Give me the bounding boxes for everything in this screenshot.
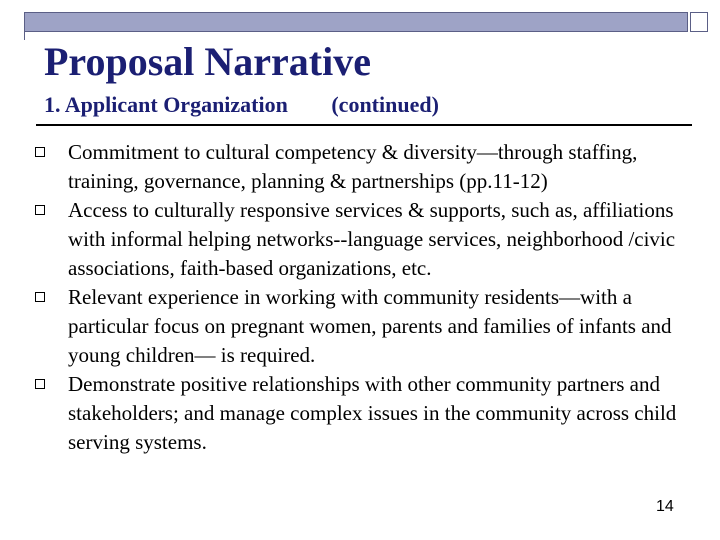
square-bullet-icon xyxy=(35,292,45,302)
bullet-item xyxy=(32,283,702,370)
square-bullet-icon xyxy=(35,379,45,389)
bullet-item xyxy=(32,138,702,196)
bullet-list xyxy=(32,138,702,457)
header-square xyxy=(690,12,708,32)
subtitle-continued: (continued) xyxy=(331,92,439,117)
square-bullet-icon xyxy=(35,205,45,215)
header-bar xyxy=(24,12,688,32)
square-bullet-icon xyxy=(35,147,45,157)
bullet-item xyxy=(32,370,702,457)
slide-subtitle xyxy=(44,92,439,118)
bullet-text: Demonstrate positive relationships with other community partners and stakeholders; and manage complex issues in the community across child serving systems. xyxy=(68,372,677,454)
subtitle-underline xyxy=(36,124,692,126)
bullet-text: Access to culturally responsive services & supports, such as, affiliations with informal helping networks--language services, neighborhood /civic associations, faith-based organizations, etc. xyxy=(68,198,676,280)
bullet-text: Relevant experience in working with community residents—with a particular focus on pregnant women, parents and families of infants and young children— is required. xyxy=(68,285,672,367)
page-number: 14 xyxy=(656,498,674,515)
subtitle-text: 1. Applicant Organization xyxy=(44,92,288,117)
slide-title: Proposal Narrative xyxy=(44,39,371,84)
bullet-text: Commitment to cultural competency & diversity—through staffing, training, governance, planning & partnerships (pp.11-12) xyxy=(68,140,638,193)
header-left-line xyxy=(24,32,25,40)
bullet-item xyxy=(32,196,702,283)
